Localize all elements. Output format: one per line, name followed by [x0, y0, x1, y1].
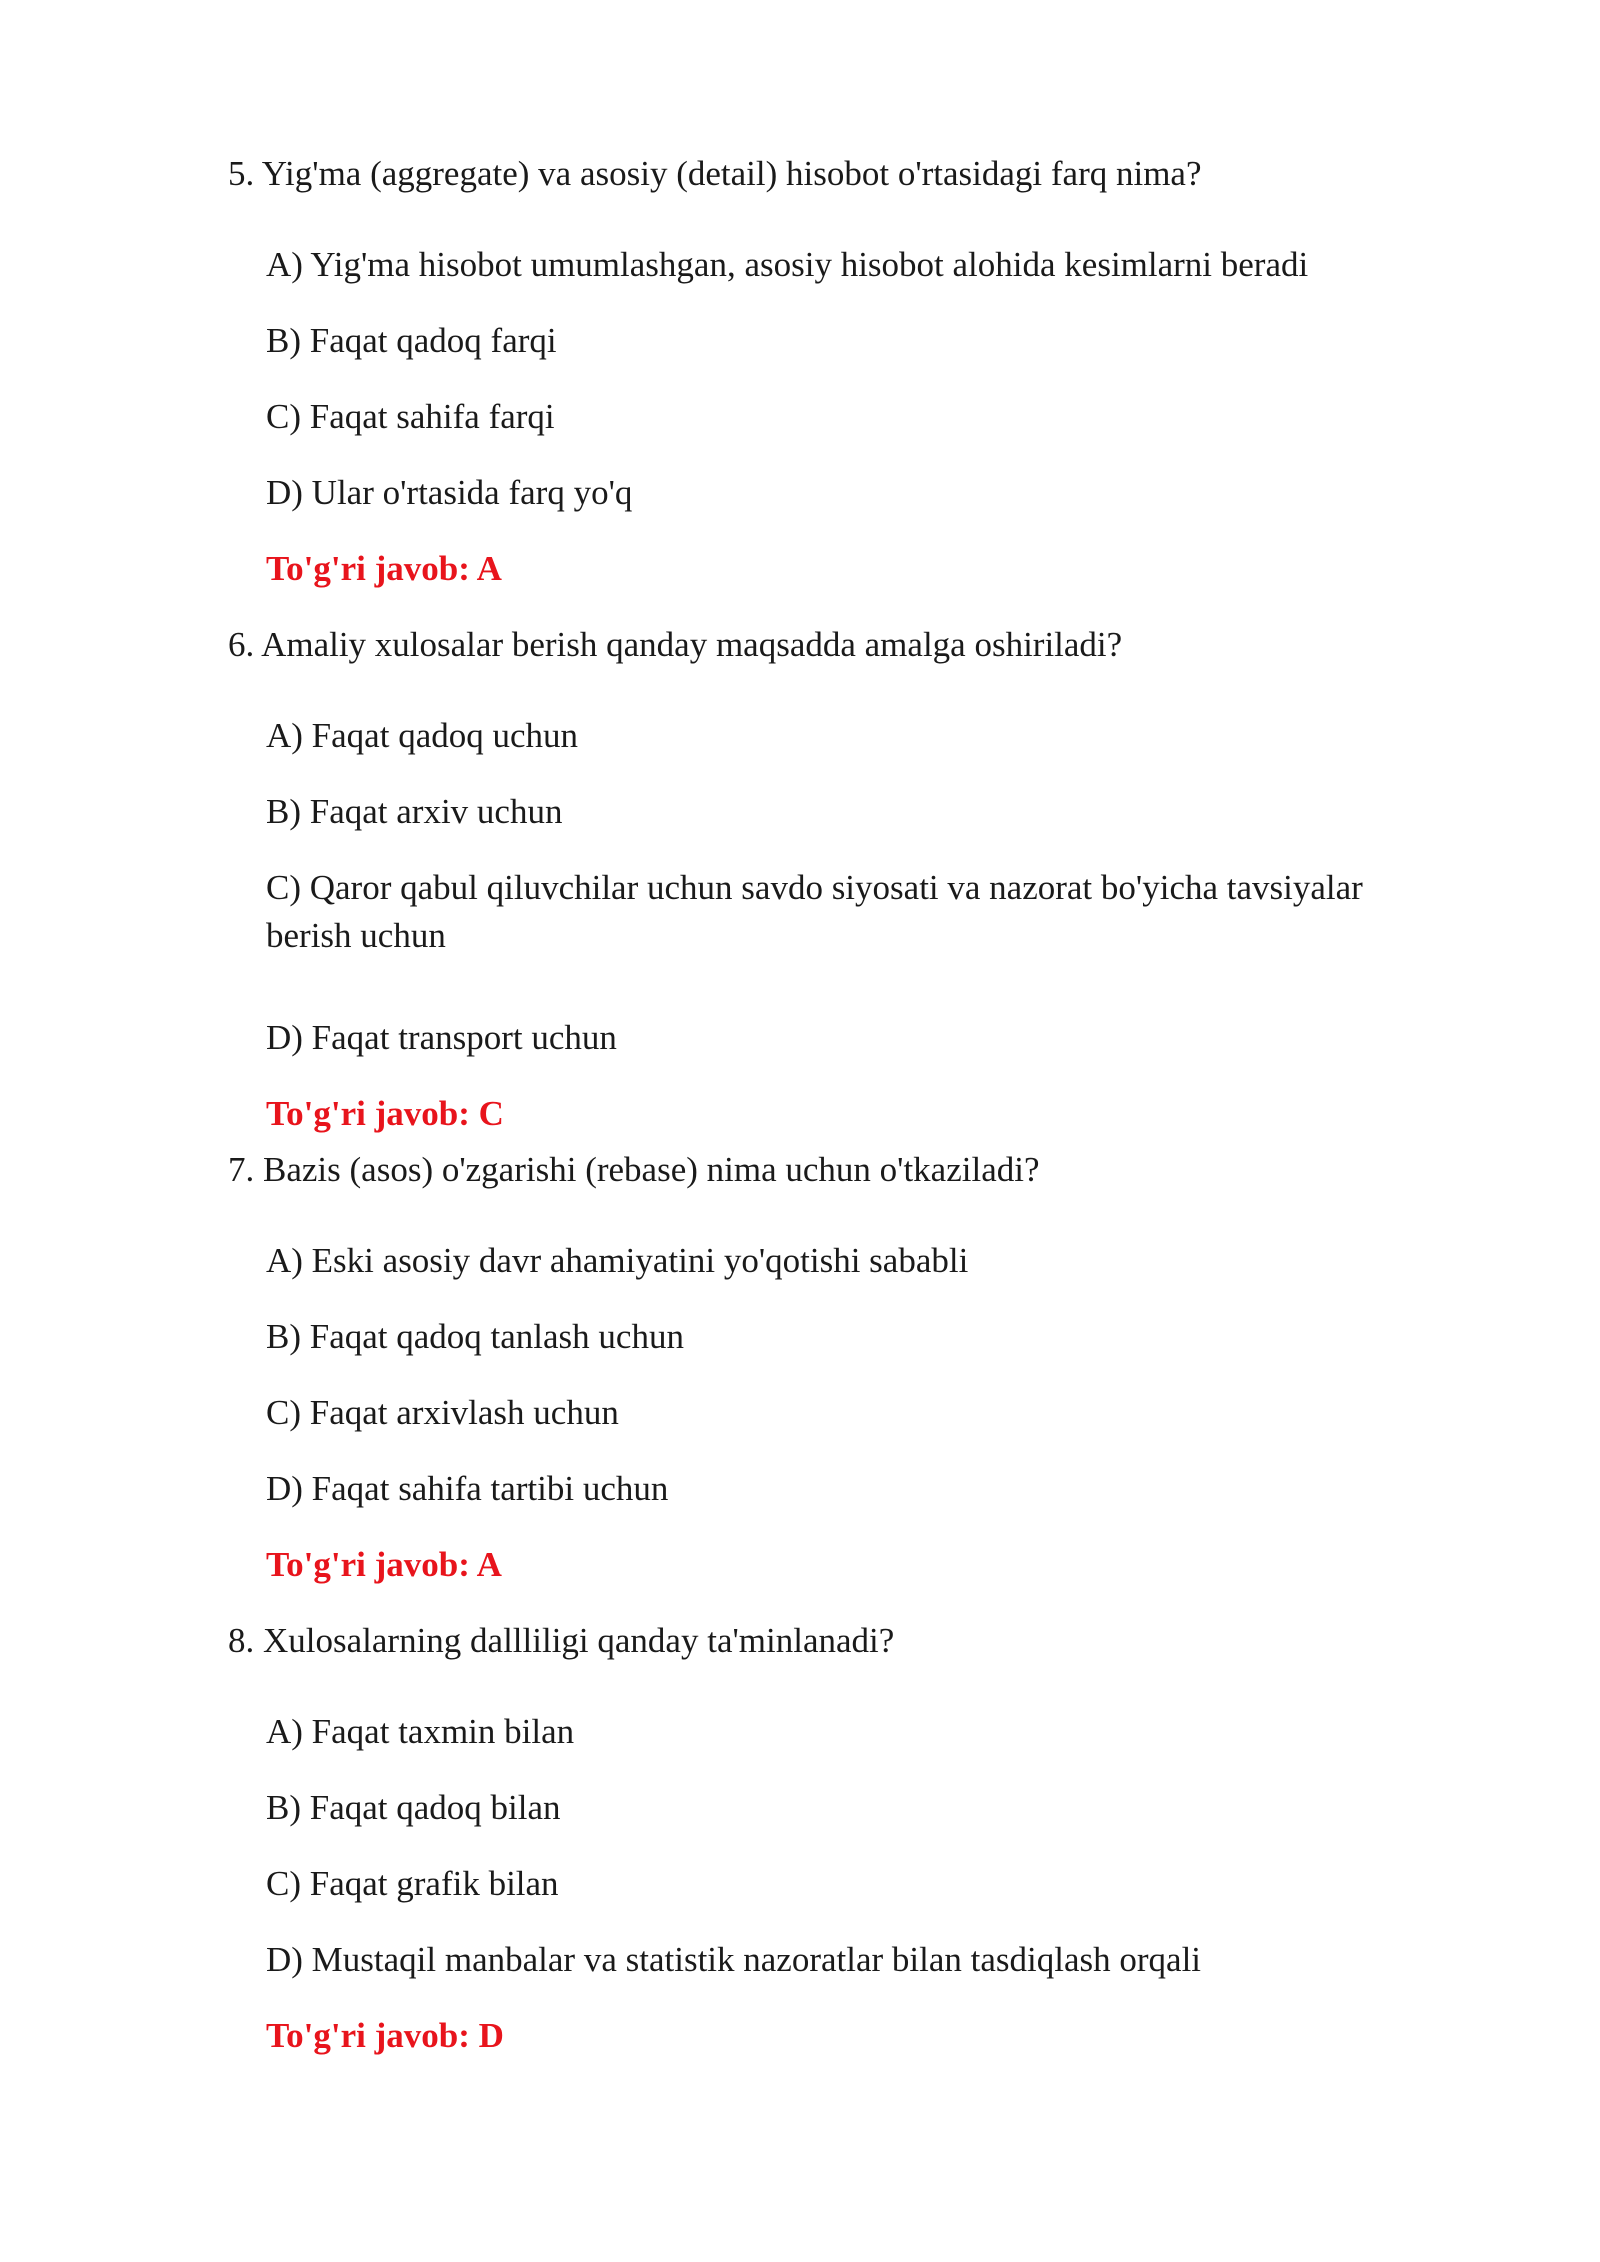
question-text: 8. Xulosalarning dallliligi qanday ta'minlanadi? — [228, 1621, 895, 1660]
option-d: D) Ular o'rtasida farq yo'q — [266, 473, 633, 512]
question-text: 7. Bazis (asos) o'zgarishi (rebase) nima uchun o'tkaziladi? — [228, 1150, 1040, 1189]
question-text: 6. Amaliy xulosalar berish qanday maqsadda amalga oshiriladi? — [228, 625, 1123, 664]
correct-answer: To'g'ri javob: A — [266, 549, 502, 588]
option-b: B) Faqat arxiv uchun — [266, 792, 563, 831]
option-d: D) Mustaqil manbalar va statistik nazoratlar bilan tasdiqlash orqali — [266, 1940, 1202, 1979]
option-a: A) Eski asosiy davr ahamiyatini yo'qotishi sababli — [266, 1241, 969, 1280]
option-d: D) Faqat transport uchun — [266, 1018, 617, 1057]
option-c: C) Faqat sahifa farqi — [266, 397, 555, 436]
option-c: C) Faqat arxivlash uchun — [266, 1393, 619, 1432]
option-a: A) Yig'ma hisobot umumlashgan, asosiy hisobot alohida kesimlarni beradi — [266, 245, 1309, 284]
option-d: D) Faqat sahifa tartibi uchun — [266, 1469, 669, 1508]
correct-answer: To'g'ri javob: C — [266, 1094, 504, 1133]
option-b: B) Faqat qadoq bilan — [266, 1788, 561, 1827]
correct-answer: To'g'ri javob: A — [266, 1545, 502, 1584]
correct-answer: To'g'ri javob: D — [266, 2016, 504, 2055]
option-a: A) Faqat taxmin bilan — [266, 1712, 575, 1751]
option-c: C) Faqat grafik bilan — [266, 1864, 559, 1903]
question-text: 5. Yig'ma (aggregate) va asosiy (detail) hisobot o'rtasidagi farq nima? — [228, 154, 1202, 193]
option-b: B) Faqat qadoq tanlash uchun — [266, 1317, 684, 1356]
option-a: A) Faqat qadoq uchun — [266, 716, 579, 755]
option-c: C) Qaror qabul qiluvchilar uchun savdo siyosati va nazorat bo'yicha tavsiyalar berish uchun — [266, 868, 1363, 955]
option-b: B) Faqat qadoq farqi — [266, 321, 557, 360]
